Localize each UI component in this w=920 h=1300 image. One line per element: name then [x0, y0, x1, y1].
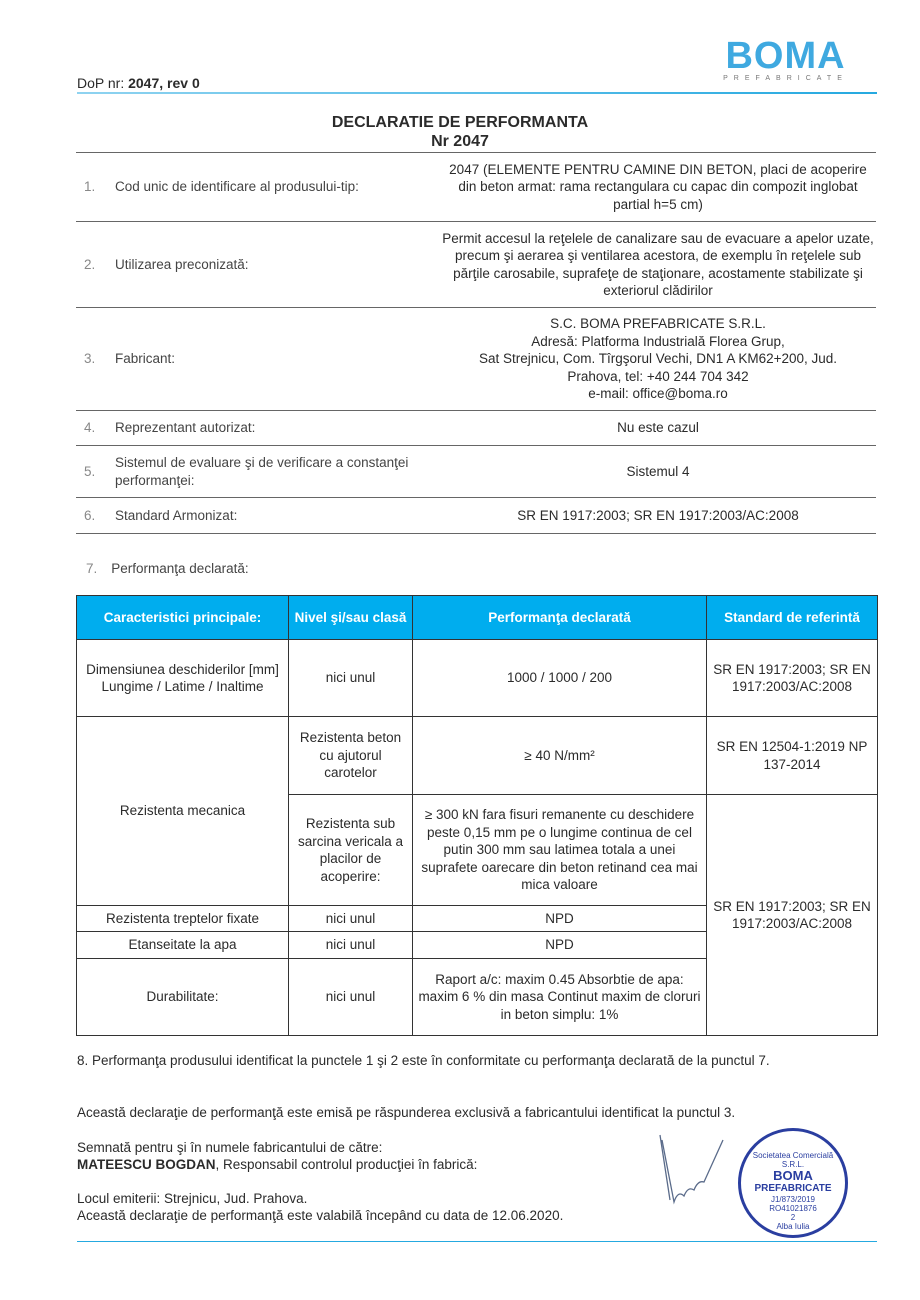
col-header: Caracteristici principale: — [77, 596, 289, 640]
table-row — [77, 640, 878, 717]
performance-table — [76, 595, 878, 1036]
info-row — [76, 153, 876, 222]
cell: ≥ 40 N/mm² — [413, 717, 707, 795]
title-line2: Nr 2047 — [431, 133, 489, 150]
title-line1: DECLARATIE DE PERFORMANTA — [331, 114, 589, 131]
cell: nici unul — [289, 932, 413, 959]
cell: Etanseitate la apa — [77, 932, 289, 959]
cell: Rezistenta mecanica — [77, 717, 289, 906]
dop-label: DoP nr: — [77, 75, 129, 91]
col-header: Nivel şi/sau clasă — [289, 596, 413, 640]
manufacturer-address: Sat Strejnicu, Com. Tîrgşorul Vechi, DN1 A KM62+200, Jud. — [478, 351, 838, 367]
cell: SR EN 12504-1:2019 NP 137-2014 — [707, 717, 878, 795]
row-number: 5. — [76, 446, 110, 498]
dop-value: 2047, rev 0 — [128, 75, 200, 91]
row-number: 6. — [76, 498, 110, 534]
stamp-text: BOMA — [773, 1168, 813, 1183]
header-divider — [77, 92, 877, 94]
row-value: SR EN 1917:2003; SR EN 1917:2003/AC:2008 — [440, 498, 876, 534]
cell: Rezistenta beton cu ajutorul carotelor — [289, 717, 413, 795]
info-row — [76, 498, 876, 534]
dop-number — [77, 75, 200, 93]
signer-role: , Responsabil controlul producţiei în fabrică: — [215, 1157, 478, 1172]
stamp-text: J1/873/2019 — [770, 1195, 816, 1204]
row-number: 3. — [76, 308, 110, 411]
validity-date: Această declaraţie de performanţă este valabilă începând cu data de 12.06.2020. — [77, 1208, 564, 1223]
row-label: Standard Armonizat: — [110, 498, 440, 534]
info-row — [76, 446, 876, 498]
cell: Rezistenta sub sarcina vericala a placilor de acoperire: — [289, 795, 413, 906]
cell: Durabilitate: — [77, 959, 289, 1036]
row-value — [440, 308, 876, 411]
row-label: Reprezentant autorizat: — [110, 411, 440, 446]
footer-divider — [77, 1241, 877, 1242]
cell: SR EN 1917:2003; SR EN 1917:2003/AC:2008 — [707, 795, 878, 1036]
cell: Dimensiunea deschiderilor [mm] Lungime / Latime / Inaltime — [77, 640, 289, 717]
section-7-heading — [86, 560, 249, 578]
stamp-text: Societatea Comercială — [752, 1151, 834, 1160]
stamp-text: S.R.L. — [781, 1160, 805, 1169]
row-number: 2. — [76, 222, 110, 308]
row-label: Utilizarea preconizată: — [110, 222, 440, 308]
stamp-text: 2 — [790, 1213, 796, 1222]
row-label: Sistemul de evaluare şi de verificare a constanţei performanţei: — [110, 446, 440, 498]
row-value: Permit accesul la reţelele de canalizare sau de evacuare a apelor uzate, precum şi aerarea şi ventilarea acestora, de exemplu în reţelele sub părţile carosabile, suprafeţe de staţionare, acostamente stabilizate şi exteriorul clădirilor — [440, 222, 876, 308]
row-value: Sistemul 4 — [440, 446, 876, 498]
section-label: Performanţa declarată: — [111, 561, 249, 576]
product-info-table — [76, 152, 876, 534]
cell: Rezistenta treptelor fixate — [77, 906, 289, 932]
row-value: 2047 (ELEMENTE PENTRU CAMINE DIN BETON, placi de acoperire din beton armat: rama rectangulara cu capac din compozit inglobat partial h=5 cm) — [440, 153, 876, 222]
info-row — [76, 308, 876, 411]
signature-image — [648, 1130, 728, 1210]
info-row — [76, 411, 876, 446]
cell: ≥ 300 kN fara fisuri remanente cu deschidere peste 0,15 mm pe o lungime continua de cel putin 300 mm sau latimea totala a unei suprafete oarecare din beton retinand cea mai mica valoare — [413, 795, 707, 906]
cell: nici unul — [289, 906, 413, 932]
boma-logo — [718, 35, 853, 82]
cell: NPD — [413, 906, 707, 932]
conformity-statement: 8. Performanţa produsului identificat la punctele 1 şi 2 este în conformitate cu performanţa declarată de la punctul 7. — [77, 1053, 770, 1068]
info-row — [76, 222, 876, 308]
col-header: Standard de referintă — [707, 596, 878, 640]
cell: nici unul — [289, 959, 413, 1036]
issue-place: Locul emiterii: Strejnicu, Jud. Prahova. — [77, 1191, 308, 1206]
logo-text: BOMA — [725, 35, 846, 77]
signed-by-label: Semnată pentru şi în numele fabricantului de către: — [77, 1140, 383, 1155]
row-label: Cod unic de identificare al produsului-tip: — [110, 153, 440, 222]
section-number: 7. — [86, 561, 98, 576]
page-title — [0, 113, 920, 151]
row-number: 1. — [76, 153, 110, 222]
cell: 1000 / 1000 / 200 — [413, 640, 707, 717]
manufacturer-phone: Prahova, tel: +40 244 704 342 — [567, 368, 749, 384]
col-header: Performanţa declarată — [413, 596, 707, 640]
logo-subtext: PREFABRICATE — [723, 75, 848, 82]
row-value: Nu este cazul — [440, 411, 876, 446]
row-label: Fabricant: — [110, 308, 440, 411]
row-number: 4. — [76, 411, 110, 446]
manufacturer-name: S.C. BOMA PREFABRICATE S.R.L. — [550, 316, 766, 332]
cell: nici unul — [289, 640, 413, 717]
signer-name: MATEESCU BOGDAN — [77, 1157, 216, 1172]
header-row — [77, 596, 878, 640]
cell: SR EN 1917:2003; SR EN 1917:2003/AC:2008 — [707, 640, 878, 717]
cell: NPD — [413, 932, 707, 959]
stamp-text: Alba Iulia — [776, 1222, 810, 1231]
manufacturer-address: Adresă: Platforma Industrială Florea Grup, — [531, 333, 785, 349]
table-row — [77, 717, 878, 795]
company-stamp — [738, 1128, 848, 1238]
cell: Raport a/c: maxim 0.45 Absorbtie de apa: maxim 6 % din masa Continut maxim de cloruri in beton simplu: 1% — [413, 959, 707, 1036]
stamp-text: RO41021876 — [769, 1204, 817, 1213]
stamp-text: PREFABRICATE — [754, 1183, 832, 1194]
responsibility-statement: Această declaraţie de performanţă este emisă pe răspunderea exclusivă a fabricantului identificat la punctul 3. — [77, 1105, 736, 1120]
manufacturer-email: e-mail: office@boma.ro — [588, 386, 728, 402]
